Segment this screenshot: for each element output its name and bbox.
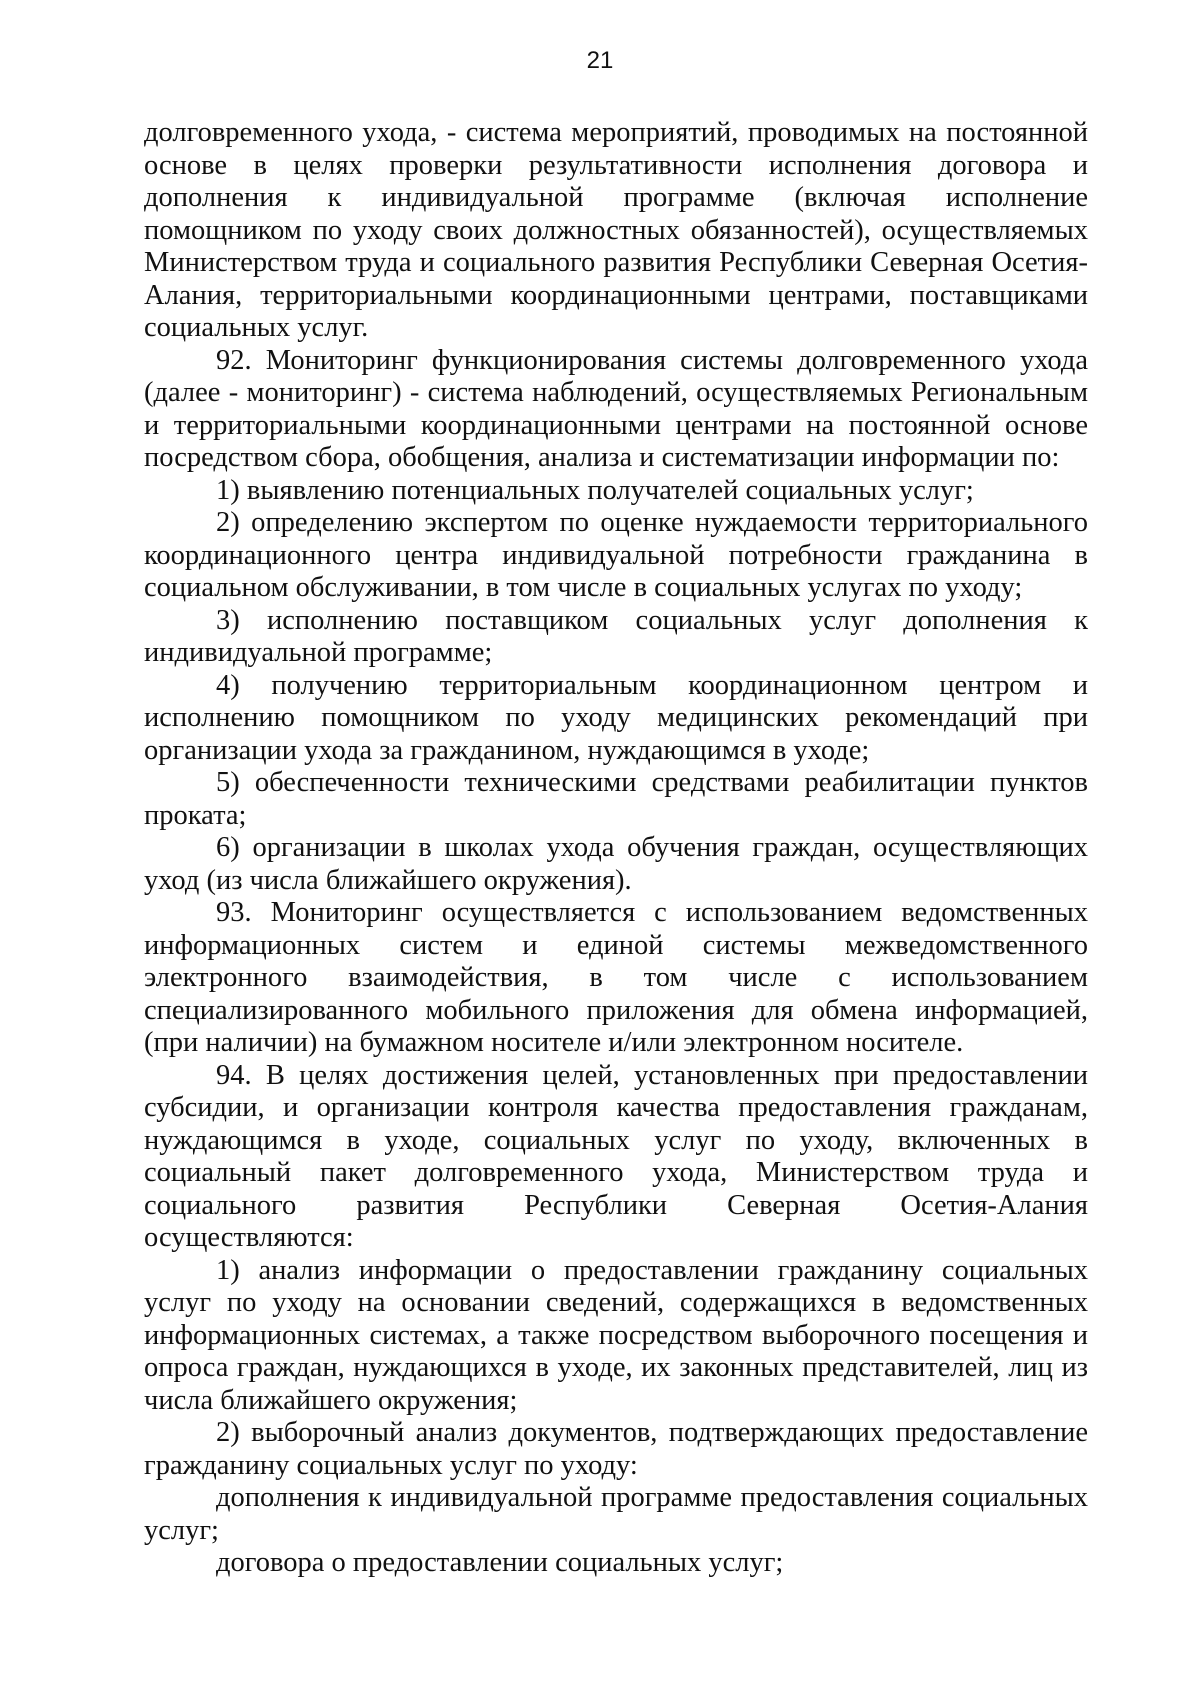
list-item: 6) организации в школах ухода обучения граждан, осуществляющих уход (из числа ближайшего окружения). (144, 832, 1088, 896)
paragraph: 93. Мониторинг осуществляется с использованием ведомственных информационных систем и единой системы межведомственного электронного взаимодействия, в том числе с использованием специализированного мобильного приложения для обмена информацией, (при наличии) на бумажном носителе и/или электронном носителе. (144, 897, 1088, 1058)
list-item: 5) обеспеченности техническими средствами реабилитации пунктов проката; (144, 767, 1088, 831)
list-item: 2) определению экспертом по оценке нуждаемости территориального координационного центра индивидуальной потребности гражданина в социальном обслуживании, в том числе в социальных услугах по уходу; (144, 507, 1088, 603)
paragraph: 94. В целях достижения целей, установленных при предоставлении субсидии, и организации контроля качества предоставления гражданам, нуждающимся в уходе, социальных услуг по уходу, включенных в социальный пакет долговременного ухода, Министерством труда и социального развития Республики Северная Осетия-Алания осуществляются: (144, 1059, 1088, 1253)
list-item: 4) получению территориальным координационном центром и исполнению помощником по уходу медицинских рекомендаций при организации ухода за гражданином, нуждающимся в уходе; (144, 669, 1088, 766)
list-item: 1) анализ информации о предоставлении гражданину социальных услуг по уходу на основании сведений, содержащихся в ведомственных информационных системах, а также посредством выборочного посещения и опроса граждан, нуждающихся в уходе, их законных представителей, лиц из числа ближайшего окружения; (144, 1254, 1088, 1416)
list-item: 2) выборочный анализ документов, подтверждающих предоставление гражданину социальных услуг по уходу: (144, 1417, 1088, 1481)
paragraph: 92. Мониторинг функционирования системы долговременного ухода (далее - мониторинг) - система наблюдений, осуществляемых Региональным и территориальными координационными центрами на постоянной основе посредством сбора, обобщения, анализа и систематизации информации по: (144, 344, 1088, 473)
list-item: дополнения к индивидуальной программе предоставления социальных услуг; (144, 1482, 1088, 1546)
list-item: 1) выявлению потенциальных получателей социальных услуг; (216, 474, 974, 506)
list-item: 3) исполнению поставщиком социальных услуг дополнения к индивидуальной программе; (144, 604, 1088, 668)
list-item: договора о предоставлении социальных услуг; (216, 1547, 784, 1578)
document-body (144, 117, 1088, 1580)
paragraph: долговременного ухода, - система мероприятий, проводимых на постоянной основе в целях проверки результативности исполнения договора и дополнения к индивидуальной программе (включая исполнение помощником по уходу своих должностных обязанностей), осуществляемых Министерством труда и социального развития Республики Северная Осетия-Алания, территориальными координационными центрами, поставщиками социальных услуг. (144, 117, 1088, 343)
page-number: 21 (586, 47, 614, 74)
